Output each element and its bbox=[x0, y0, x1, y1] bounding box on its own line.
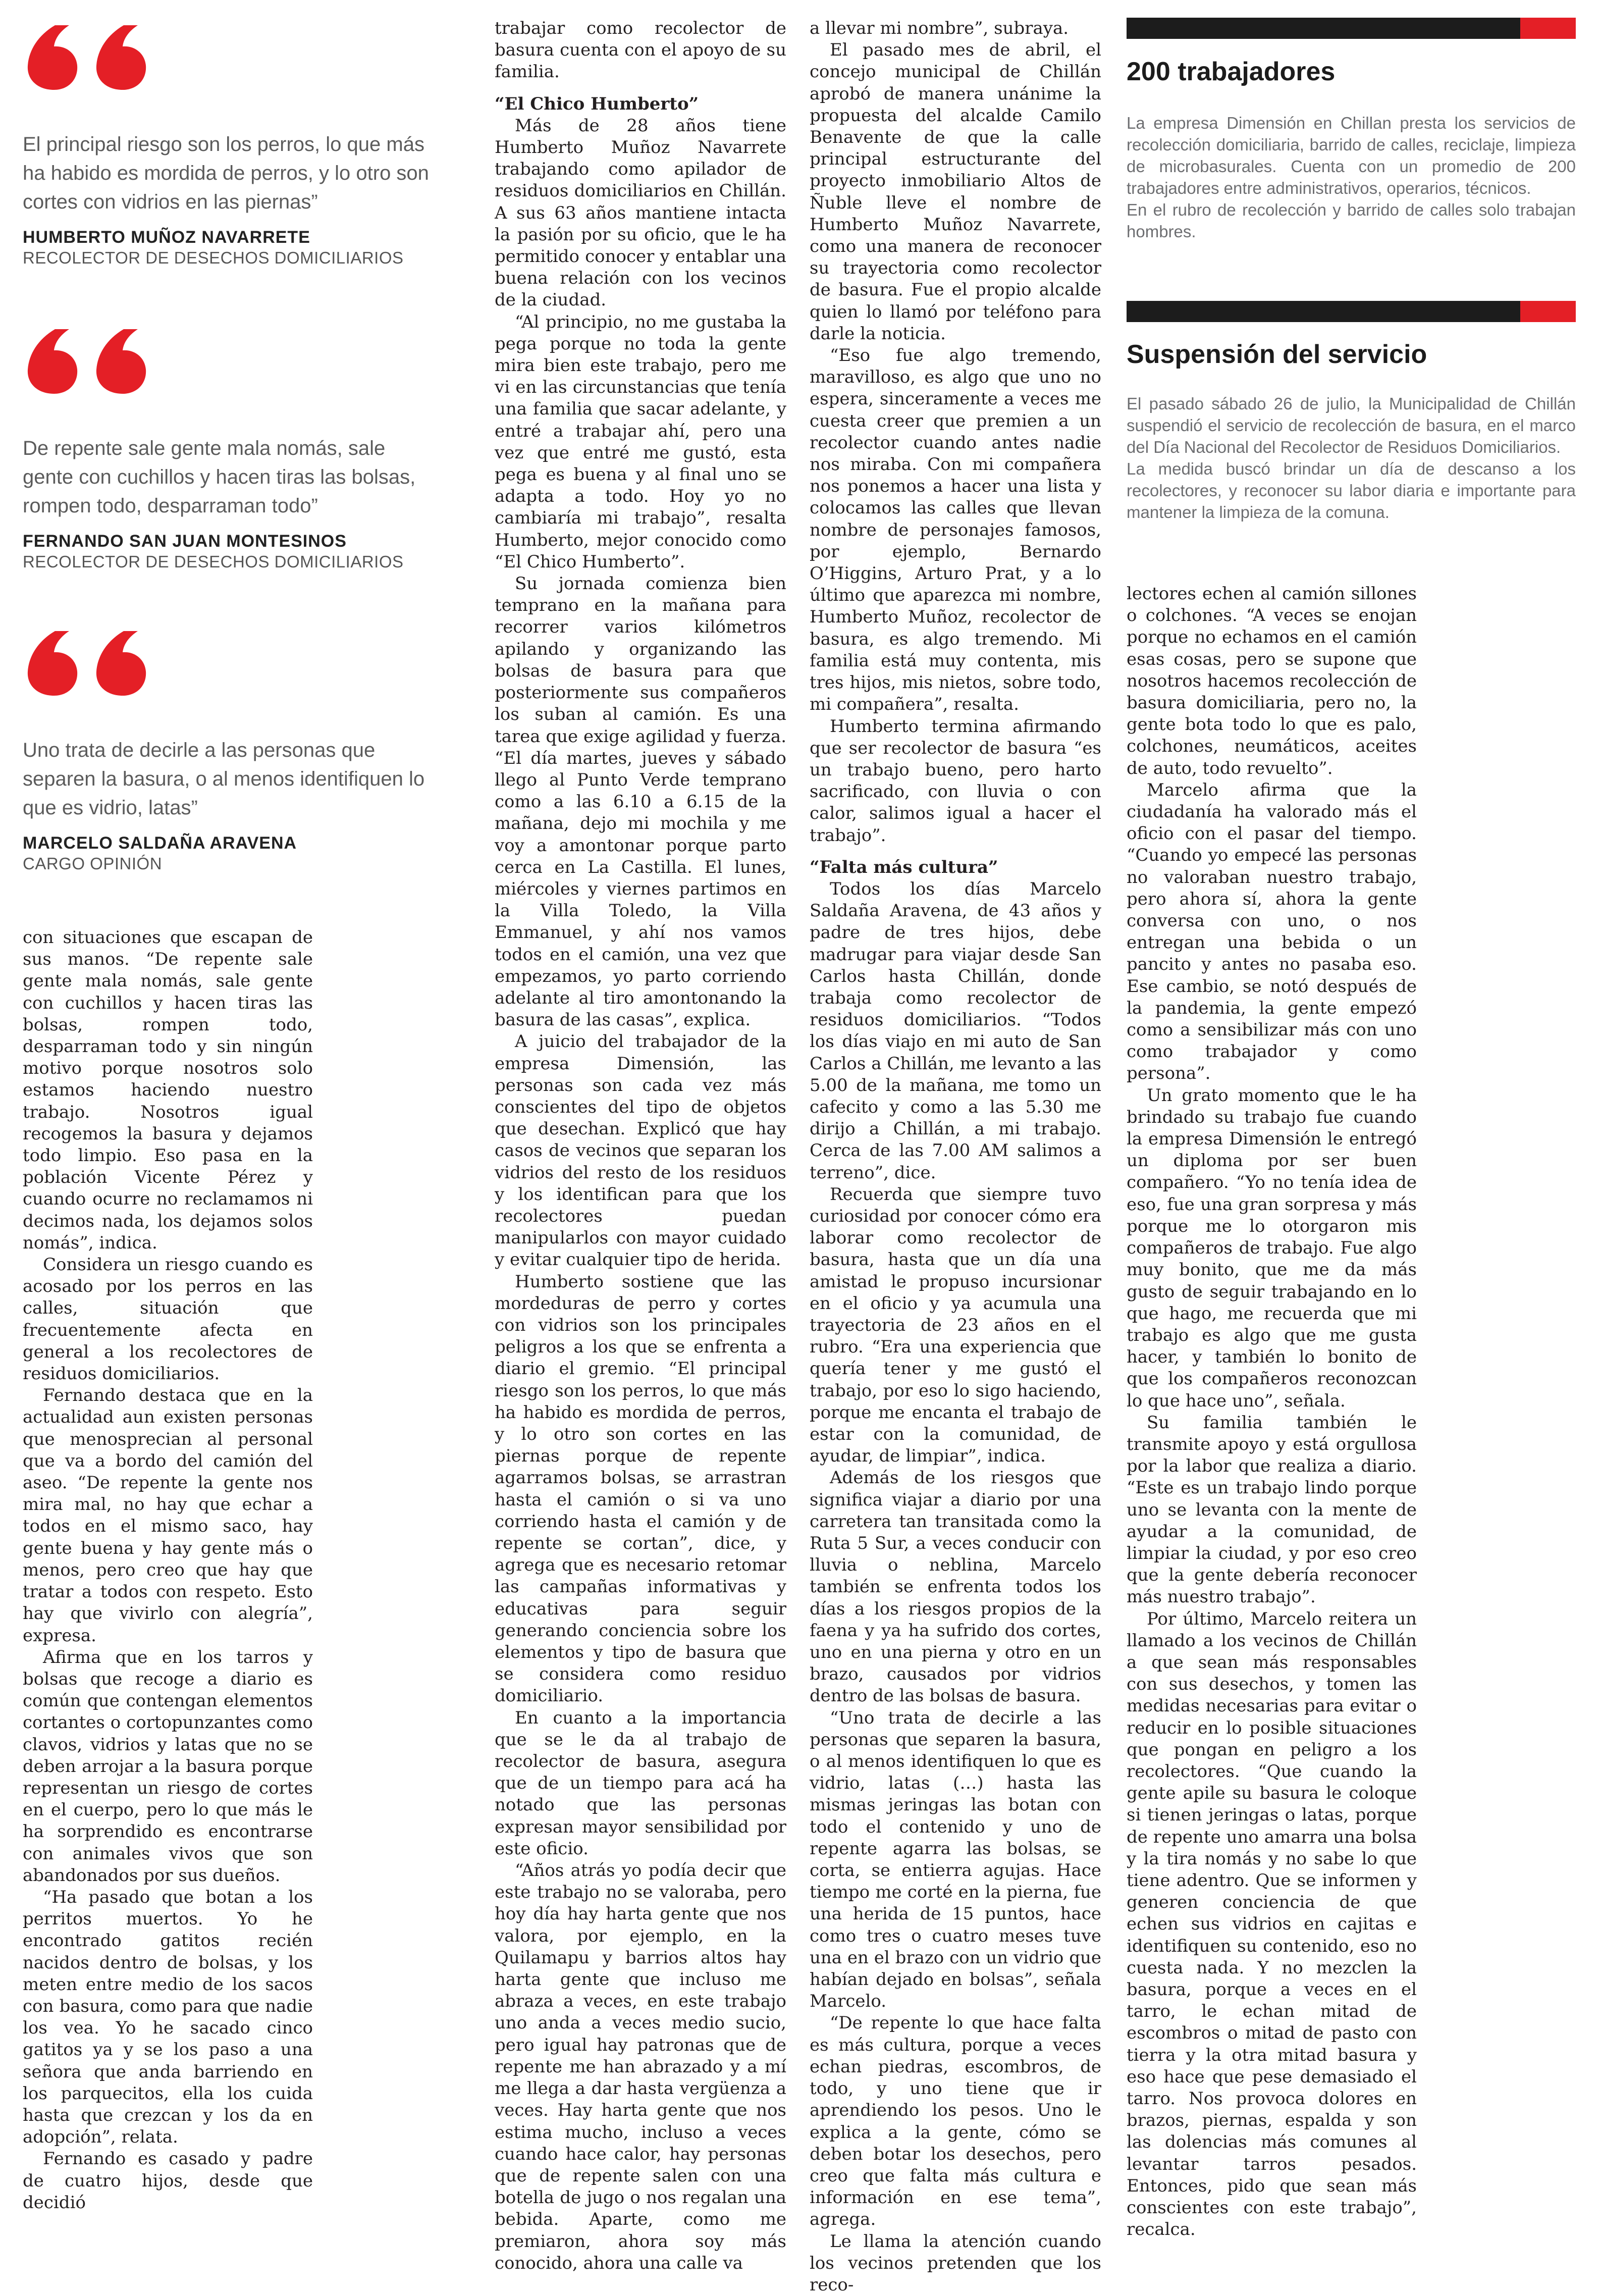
paragraph: trabajar como recolector de basura cuenta con el apoyo de su familia. bbox=[495, 18, 786, 82]
sidebar-paragraph: La empresa Dimensión en Chillan presta los servicios de recolección domiciliaria, barrido de calles, reciclaje, limpieza de microbasurales. Cuenta con un promedio de 200 trabajadores entre administrativos, operarios, técnicos. bbox=[1127, 114, 1576, 197]
quote-author-role: RECOLECTOR DE DESECHOS DOMICILIARIOS bbox=[23, 552, 404, 571]
paragraph: Fernando es casado y padre de cuatro hijos, desde que decidió bbox=[23, 2149, 313, 2213]
sidebar-paragraph: En el rubro de recolección y barrido de calles solo trabajan hombres. bbox=[1127, 200, 1576, 241]
quote-mark-icon bbox=[23, 621, 169, 697]
article-column-3 bbox=[810, 18, 1101, 2296]
paragraph: Un grato momento que le ha brindado su trabajo fue cuando la empresa Dimensión le entregó un diploma por ser buen compañero. “Yo no tenía idea de eso, fue una gran sorpresa y más porque me lo otorgaron mis compañeros de trabajo. Fue algo muy bonito, que me da más gusto de seguir trabajando en lo que hago, me recuerda que mi trabajo es algo que me gusta hacer, y también lo bonito de que los compañeros reconozcan lo que hace uno”, señala. bbox=[1127, 1085, 1417, 1411]
sidebar-rule-accent bbox=[1520, 18, 1576, 39]
paragraph: En cuanto a la importancia que se le da al trabajo de recolector de basura, asegura que de un tiempo para acá ha notado que las personas expresan mayor sensibilidad por este oficio. bbox=[495, 1707, 786, 1859]
paragraph: Todos los días Marcelo Saldaña Aravena, de 43 años y padre de tres hijos, debe madrugar para viajar desde San Carlos hasta Chillán, donde trabaja como recolector de residuos domiciliarios. “Todos los días viajo en mi auto de San Carlos a Chillán, me levanto a las 5.00 de la mañana, me tomo un cafecito y como a las 5.30 me dirijo a Chillán, a mi trabajo. Cerca de las 7.00 AM salimos a terreno”, dice. bbox=[810, 878, 1101, 1183]
pull-quote-2 bbox=[23, 319, 437, 571]
paragraph: Por último, Marcelo reitera un llamado a los vecinos de Chillán a que sean más responsables con sus desechos, y tomen las medidas necesarias para evitar o reducir en lo posible situaciones que pongan en peligro a los recolectores. “Que cuando la gente apile su basura le coloque si tienen jeringas o latas, porque de repente uno amarra una bolsa y la tira nomás y no sabe lo que tiene adentro. Que se informen y generen conciencia de que echen sus vidrios en cajitas e identifiquen su contenido, eso no cuesta nada. Y no mezclen la basura, porque a veces en el tarro, le echan mitad de escombros o mitad de pasto con tierra y la otra mitad basura y eso hace que pese demasiado el tarro. Nos provoca dolores en brazos, piernas, espalda y son las dolencias más comunes al levantar tarros pesados. Entonces, pido que sean más conscientes con este trabajo”, recalca. bbox=[1127, 1608, 1417, 2240]
paragraph: Afirma que en los tarros y bolsas que recoge a diario es común que contengan elementos cortantes o cortopunzantes como clavos, vidrios y latas que no se deben arrojar a la basura porque representan un riesgo de cortes en el cuerpo, pero lo que más le ha sorprendido es encontrarse con animales vivos que son abandonados por sus dueños. bbox=[23, 1647, 313, 1886]
quote-author-role: RECOLECTOR DE DESECHOS DOMICILIARIOS bbox=[23, 248, 404, 267]
quote-mark-icon bbox=[23, 319, 169, 395]
section-heading: “Falta más cultura” bbox=[810, 857, 998, 877]
sidebar-paragraph: La medida buscó brindar un día de descanso a los recolectores, y reconocer su labor diaria e importante para mantener la limpieza de la comuna. bbox=[1127, 459, 1576, 521]
quote-author-name: MARCELO SALDAÑA ARAVENA bbox=[23, 833, 297, 853]
paragraph: Su familia también le transmite apoyo y está orgullosa por la labor que realiza a diario. “Este es un trabajo lindo porque uno se levanta con la mente de ayudar a la comunidad, de limpiar la ciudad, y por eso creo que la gente debería reconocer más nuestro trabajo”. bbox=[1127, 1412, 1417, 1607]
quote-mark-icon bbox=[23, 15, 169, 91]
paragraph: Marcelo afirma que la ciudadanía ha valorado más el oficio con el pasar del tiempo. “Cuando yo empecé las personas no valoraban nuestro trabajo, pero ahora sí, ahora la gente conversa con uno, o nos entregan una bebida o un pancito y antes no pasaba eso. Ese cambio, se notó después de la pandemia, la gente empezó como a sensibilizar más con uno como trabajador y como persona”. bbox=[1127, 779, 1417, 1084]
paragraph: “Al principio, no me gustaba la pega porque no toda la gente mira bien este trabajo, pero me vi en las circunstancias que tenía una familia que sacar adelante, y entré a trabajar ahí, pero una vez que entré me gustó, esta pega es buena y al final uno se adapta a todo. Hoy yo no cambiaría mi trabajo”, resalta Humberto, mejor conocido como “El Chico Humberto”. bbox=[495, 311, 786, 572]
article-column-4 bbox=[1127, 583, 1417, 2240]
sidebar-title: Suspensión del servicio bbox=[1127, 340, 1427, 369]
sidebar-text bbox=[1127, 393, 1576, 523]
paragraph: a llevar mi nombre”, subraya. bbox=[810, 18, 1069, 38]
pull-quote-1 bbox=[23, 15, 437, 268]
paragraph: Humberto termina afirmando que ser recolector de basura “es un trabajo bueno, pero harto sacrificado, con lluvia o con calor, salimos igual a hacer el trabajo”. bbox=[810, 716, 1101, 846]
sidebar-rule bbox=[1127, 18, 1576, 39]
quote-author-name: HUMBERTO MUÑOZ NAVARRETE bbox=[23, 228, 310, 247]
paragraph: con situaciones que escapan de sus manos. “De repente sale gente mala nomás, sale gente con cuchillos y hacen tiras las bolsas, rompen todo, desparraman todo y sin ningún motivo porque nosotros solo estamos haciendo nuestro trabajo. Nosotros igual recogemos la basura y dejamos todo limpio. Eso pasa en la población Vicente Pérez y cuando ocurre no reclamamos ni decimos nada, los dejamos solos nomás”, indica. bbox=[23, 927, 313, 1253]
paragraph: Considera un riesgo cuando es acosado por los perros en las calles, situación que frecuentemente afecta en general a los recolectores de residuos domiciliarios. bbox=[23, 1255, 313, 1384]
article-column-2 bbox=[495, 18, 786, 2274]
paragraph: A juicio del trabajador de la empresa Dimensión, las personas son cada vez más conscientes del tipo de objetos que desechan. Explicó que hay casos de vecinos que separan los vidrios del resto de los residuos y los identifican para que los recolectores puedan manipularlos con mayor cuidado y evitar cualquier tipo de herida. bbox=[495, 1031, 786, 1270]
quote-author-name: FERNANDO SAN JUAN MONTESINOS bbox=[23, 532, 347, 551]
paragraph: Además de los riesgos que significa viajar a diario por una carretera tan transitada como la Ruta 5 Sur, a veces conducir con lluvia o neblina, Marcelo también se enfrenta todos los días a los riesgos propios de la faena y ya ha sufrido dos cortes, uno en una pierna y otro en un brazo, causados por vidrios dentro de las bolsas de basura. bbox=[810, 1468, 1101, 1706]
pull-quote-3 bbox=[23, 621, 437, 873]
paragraph: Fernando destaca que en la actualidad aun existen personas que menosprecian al personal que va a bordo del camión del aseo. “De repente la gente nos mira mal, no hay que echar a todos en el mismo saco, hay gente buena y hay gente más o menos, pero creo que hay que tratar a todos con respeto. Esto hay que vivirlo con alegría”, expresa. bbox=[23, 1385, 313, 1646]
quote-author-role: CARGO OPINIÓN bbox=[23, 854, 163, 873]
paragraph: Recuerda que siempre tuvo curiosidad por conocer cómo era laborar como recolector de basura, hasta que un día una amistad le propuso incursionar en el oficio y ya acumula una trayectoria de 23 años en el rubro. “Era una experiencia que quería tener y me gustó el trabajo, por eso lo sigo haciendo, porque me encanta el trabajo de estar con la comunidad, de ayudar, de limpiar”, indica. bbox=[810, 1184, 1101, 1467]
paragraph: Más de 28 años tiene Humberto Muñoz Navarrete trabajando como apilador de residuos domiciliarios en Chillán. A sus 63 años mantiene intacta la pasión por su oficio, que le ha permitido conocer y entablar una buena relación con los vecinos de la ciudad. bbox=[495, 115, 786, 310]
paragraph: “Uno trata de decirle a las personas que separen la basura, o al menos identifiquen lo que es vidrio, latas (…) hasta las mismas jeringas las botan con todo el contenido y uno de repente agarra las bolsas, se corta, se entierra agujas. Hace tiempo me corté en la pierna, fue una herida de 15 puntos, hace como tres o cuatro meses tuve una en el brazo con un vidrio que habían dejado en bolsas”, señala Marcelo. bbox=[810, 1707, 1101, 2012]
paragraph: Le llama la atención cuando los vecinos pretenden que los reco- bbox=[810, 2231, 1101, 2295]
sidebar-rule-accent bbox=[1520, 301, 1576, 322]
paragraph: “Años atrás yo podía decir que este trabajo no se valoraba, pero hoy día hay harta gente que nos valora, por ejemplo, en la Quilamapu y barrios altos hay harta gente que incluso me abraza a veces, en este trabajo uno anda a veces medio sucio, pero igual hay patronas que de repente me han abrazado y a mí me llega a dar hasta vergüenza a veces. Hay harta gente que nos estima mucho, incluso a veces cuando hace calor, hay personas que de repente salen con una botella de jugo o nos regalan una bebida. Aparte, como me premiaron, ahora soy más conocido, ahora una calle va bbox=[495, 1860, 786, 2273]
quote-text: De repente sale gente mala nomás, sale gente con cuchillos y hacen tiras las bolsas, rompen todo, desparraman todo” bbox=[23, 437, 416, 517]
paragraph: Humberto sostiene que las mordeduras de perro y cortes con vidrios son los principales peligros a los que se enfrenta a diario el gremio. “El principal riesgo son los perros, lo que más ha habido es mordida de perros, y lo otro son cortes en las piernas porque de repente agarramos bolsas, se arrastran hasta el camión o si va uno corriendo hasta el camión y de repente se cortan”, dice, y agrega que es necesario retomar las campañas informativas y educativas para seguir generando conciencia sobre los elementos y tipo de basura que se considera como residuo domiciliario. bbox=[495, 1271, 786, 1706]
paragraph: Su jornada comienza bien temprano en la mañana para recorrer varios kilómetros apilando y organizando las bolsas de basura para que posteriormente sus compañeros los suban al camión. Es una tarea que exige agilidad y fuerza. “El día martes, jueves y sábado llego al Punto Verde temprano como a las 6.10 a 6.15 de la mañana, dejo mi mochila y me voy a amontonar porque parto cerca en La Castilla. El lunes, miércoles y viernes partimos en la Villa Toledo, la Villa Emmanuel, y ahí nos vamos todos en el camión, una vez que empezamos, yo parto corriendo adelante al tiro amontonando la basura de las casas”, explica. bbox=[495, 573, 786, 1030]
sidebar-text bbox=[1127, 112, 1576, 242]
paragraph: “Eso fue algo tremendo, maravilloso, es algo que uno no espera, sinceramente a veces me cuesta creer que premien a un recolector cuando antes nadie nos miraba. Con mi compañera nos ponemos a hacer una lista y colocamos las calles que llevan nombre de personajes famosos, por ejemplo, Bernardo O’Higgins, Arturo Prat, y a lo último que aparezca mi nombre, Humberto Muñoz, recolector de basura, es algo tremendo. Mi familia está muy contenta, mis tres hijos, mis nietos, sobre todo, mi compañera”, resalta. bbox=[810, 345, 1101, 715]
paragraph: El pasado mes de abril, el concejo municipal de Chillán aprobó de manera unánime la propuesta del alcalde Camilo Benavente de que la calle principal estructurante del proyecto inmobiliario Altos de Ñuble lleve el nombre de Humberto Muñoz Navarrete, como una manera de reconocer su trayectoria como recolector de basura. Fue el propio alcalde quien lo llamó por teléfono para darle la noticia. bbox=[810, 40, 1101, 344]
section-heading: “El Chico Humberto” bbox=[495, 93, 699, 114]
sidebar-rule bbox=[1127, 301, 1576, 322]
sidebar-title: 200 trabajadores bbox=[1127, 57, 1336, 86]
paragraph: lectores echen al camión sillones o colchones. “A veces se enojan porque no echamos en el camión esas cosas, pero se supone que nosotros hacemos recolección de basura domiciliaria, pero no, la gente bota todo lo que es palo, colchones, neumáticos, aceites de auto, todo revuelto”. bbox=[1127, 584, 1417, 778]
paragraph: “De repente lo que hace falta es más cultura, porque a veces echan piedras, escombros, de todo, y uno tiene que ir aprendiendo los pesos. Uno le explica a la gente, cómo se deben botar los desechos, pero creo que falta más cultura e información en ese tema”, agrega. bbox=[810, 2013, 1101, 2230]
paragraph: “Ha pasado que botan a los perritos muertos. Yo he encontrado gatitos recién nacidos dentro de bolsas, y los meten entre medio de los sacos con basura, como para que nadie los vea. Yo he sacado cinco gatitos ya y se los paso a una señora que anda barriendo en los parquecitos, ella los cuida hasta que crezcan y los da en adopción”, relata. bbox=[23, 1887, 313, 2148]
quote-text: El principal riesgo son los perros, lo que más ha habido es mordida de perros, y lo otro son cortes con vidrios en las piernas” bbox=[23, 133, 429, 213]
quote-text: Uno trata de decirle a las personas que separen la basura, o al menos identifiquen lo que es vidrio, latas” bbox=[23, 739, 425, 819]
sidebar-paragraph: El pasado sábado 26 de julio, la Municipalidad de Chillán suspendió el servicio de recolección de basura, en el marco del Día Nacional del Recolector de Residuos Domiciliarios. bbox=[1127, 394, 1576, 456]
article-column-1 bbox=[23, 927, 313, 2214]
